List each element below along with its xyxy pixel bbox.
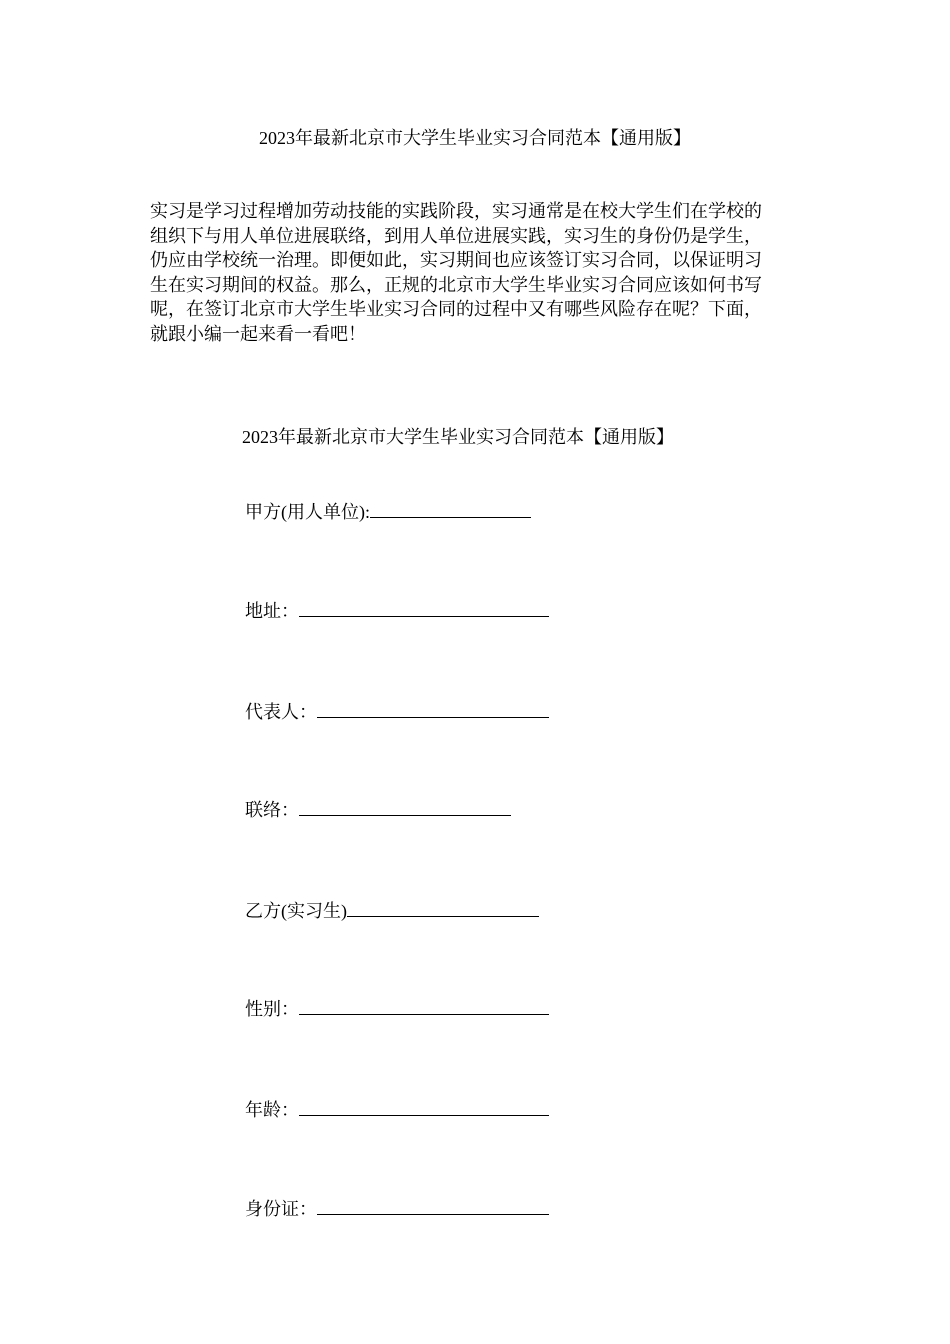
contact-blank-line <box>299 797 511 816</box>
party-b-blank-line <box>347 898 539 917</box>
gender-label: 性别： <box>245 999 299 1019</box>
representative-field <box>245 699 549 724</box>
intro-line: 组织下与用人单位进展联络，到用人单位进展实践，实习生的身份仍是学生， <box>150 225 762 246</box>
id-card-label: 身份证： <box>245 1199 317 1219</box>
intro-line: 生在实习期间的权益。那么，正规的北京市大学生毕业实习合同应该如何书写 <box>150 274 762 295</box>
party-a-blank-line <box>370 499 531 518</box>
intro-paragraph <box>150 199 802 347</box>
intro-line: 仍应由学校统一治理。即便如此，实习期间也应该签订实习合同，以保证明习 <box>150 250 762 271</box>
party-b-field <box>245 898 539 923</box>
id-card-blank-line <box>317 1196 549 1215</box>
intro-line: 实习是学习过程增加劳动技能的实践阶段，实习通常是在校大学生们在学校的 <box>150 201 762 221</box>
intro-line: 呢，在签订北京市大学生毕业实习合同的过程中又有哪些风险存在呢？下面， <box>150 299 762 320</box>
representative-blank-line <box>317 699 549 718</box>
party-a-field <box>245 499 531 524</box>
gender-blank-line <box>299 996 549 1015</box>
age-label: 年龄： <box>245 1100 299 1120</box>
representative-label: 代表人： <box>245 702 317 722</box>
age-field <box>245 1097 549 1122</box>
party-a-label: 甲方(用人单位): <box>245 502 370 522</box>
intro-line: 就跟小编一起来看一看吧！ <box>150 323 366 344</box>
address-blank-line <box>299 598 549 617</box>
address-field <box>245 598 549 623</box>
contact-label: 联络： <box>245 800 299 820</box>
document-title: 2023年最新北京市大学生毕业实习合同范本【通用版】 <box>259 128 691 148</box>
party-b-label: 乙方(实习生) <box>245 901 347 921</box>
contract-title: 2023年最新北京市大学生毕业实习合同范本【通用版】 <box>242 427 674 447</box>
gender-field <box>245 996 549 1021</box>
id-card-field <box>245 1196 549 1221</box>
contact-field <box>245 797 511 822</box>
age-blank-line <box>299 1097 549 1116</box>
address-label: 地址： <box>245 601 299 621</box>
